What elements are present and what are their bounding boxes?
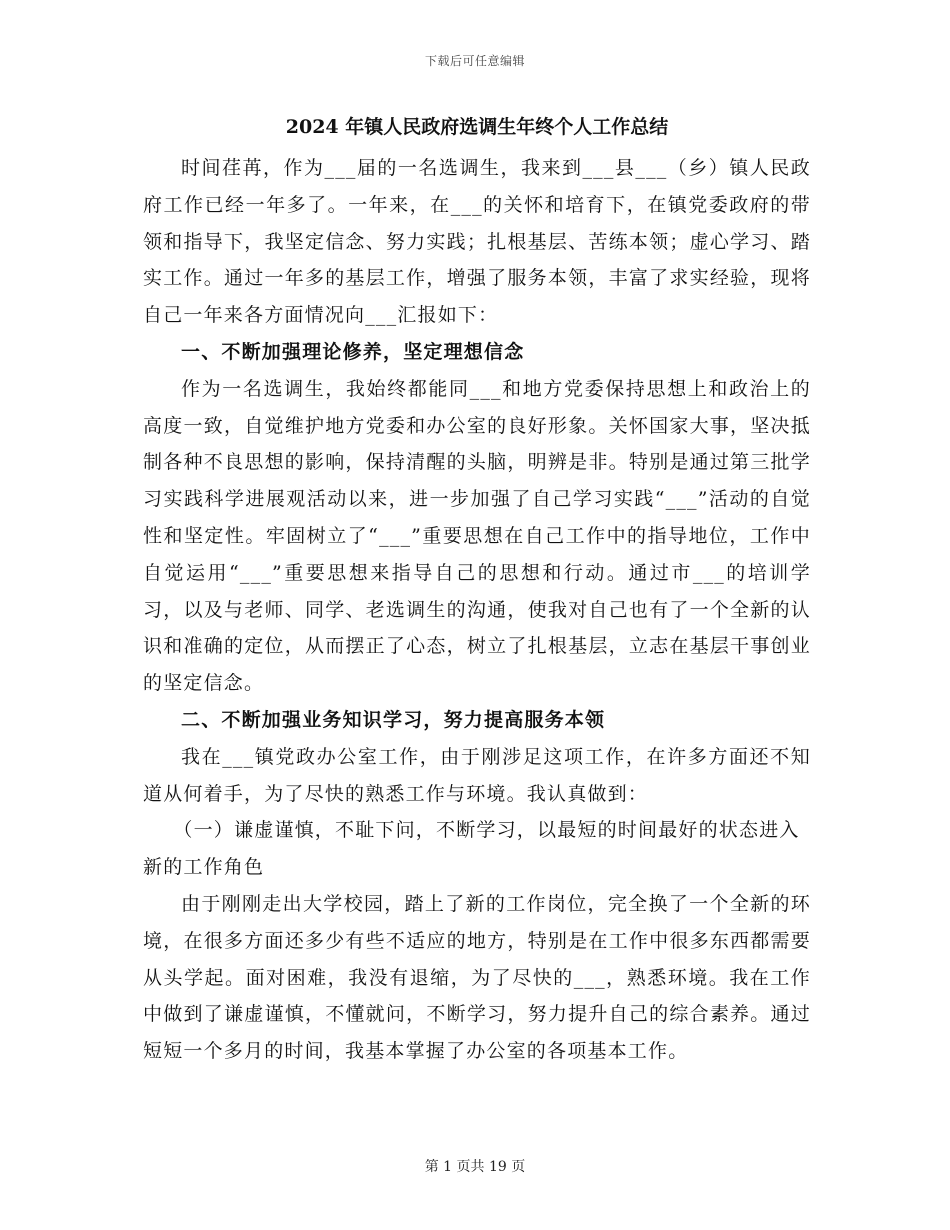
intro-paragraph: 时间荏苒，作为___届的一名选调生，我来到___县___（乡）镇人民政府工作已经一年多了。一年来，在___的关怀和培育下，在镇党委政府的带领和指导下，我坚定信念、努力实践；扎根基层、苦练本领；虚心学习、踏实工作。通过一年多的基层工作，增强了服务本领，丰富了求实经验，现将自己一年来各方面情况向___汇报如下： xyxy=(143,157,811,327)
document-body xyxy=(143,108,811,1070)
document-title: 2024 年镇人民政府选调生年终个人工作总结 xyxy=(285,116,669,138)
page-header: 下载后可任意编辑 xyxy=(424,54,525,68)
section-2-heading: 二、不断加强业务知识学习，努力提高服务本领 xyxy=(181,708,606,731)
subsection-1-paragraph: 由于刚刚走出大学校园，踏上了新的工作岗位，完全换了一个全新的环境，在很多方面还多少有些不适应的地方，特别是在工作中很多东西都需要从头学起。面对困难，我没有退缩，为了尽快的___，熟悉环境。我在工作中做到了谦虚谨慎，不懂就问，不断学习，努力提升自己的综合素养。通过短短一个多月的时间，我基本掌握了办公室的各项基本工作。 xyxy=(143,892,811,1063)
section-1-paragraph: 作为一名选调生，我始终都能同___和地方党委保持思想上和政治上的高度一致，自觉维护地方党委和办公室的良好形象。关怀国家大事，坚决抵制各种不良思想的影响，保持清醒的头脑，明辨是非。特别是通过第三批学习实践科学进展观活动以来，进一步加强了自己学习实践“___”活动的自觉性和坚定性。牢固树立了“___”重要思想在自己工作中的指导地位，工作中自觉运用“___”重要思想来指导自己的思想和行动。通过市___的培训学习，以及与老师、同学、老选调生的沟通，使我对自己也有了一个全新的认识和准确的定位，从而摆正了心态，树立了扎根基层，立志在基层干事创业的坚定信念。 xyxy=(143,377,811,695)
section-1-heading: 一、不断加强理论修养，坚定理想信念 xyxy=(181,340,525,363)
section-2-paragraph: 我在___镇党政办公室工作，由于刚涉足这项工作，在许多方面还不知道从何着手，为了尽快的熟悉工作与环境。我认真做到： xyxy=(143,745,811,805)
page-footer: 第 1 页共 19 页 xyxy=(424,1159,526,1175)
subsection-1-heading: （一）谦虚谨慎，不耻下问，不断学习，以最短的时间最好的状态进入新的工作角色 xyxy=(143,819,800,879)
